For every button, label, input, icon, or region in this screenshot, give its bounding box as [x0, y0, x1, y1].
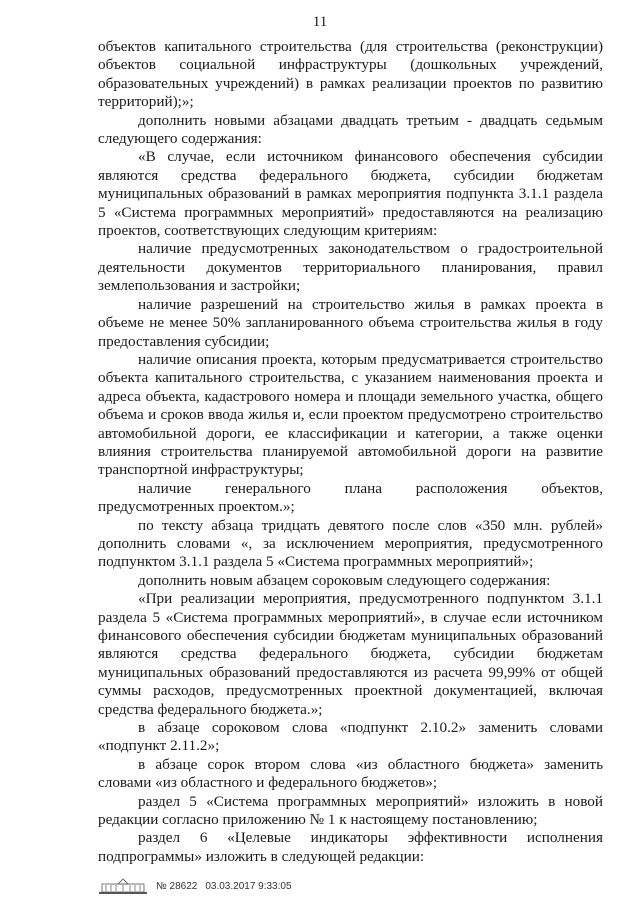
registration-footer	[98, 876, 292, 896]
paragraph: в абзаце сороковом слова «подпункт 2.10.2» заменить словами «подпункт 2.11.2»;	[98, 719, 603, 755]
paragraph: раздел 5 «Система программных мероприятий» изложить в новой редакции согласно приложению № 1 к настоящему постановлению;	[98, 792, 603, 829]
paragraph: «В случае, если источником финансового обеспечения субсидии являются средства федерального бюджета, субсидии бюджетам муниципальных образований в рамках мероприятия подпункта 3.1.1 раздела 5 «Система программных мероприятий» предоставляются на реализацию проектов, соответствующих следующим критериям:	[98, 148, 603, 240]
paragraph: наличие генерального плана расположения объектов, предусмотренных проектом.»;	[98, 479, 603, 516]
document-body	[98, 38, 603, 866]
paragraph: наличие предусмотренных законодательством о градостроительной деятельности документов территориального планирования, правил землепользования и застройки;	[98, 240, 603, 295]
paragraph: наличие описания проекта, которым предусматривается строительство объекта капитального строительства, с указанием наименования проекта и адреса объекта, кадастрового номера и площади земельного участка, общего объема и сроков ввода жилья и, если проектом предусмотрено строительство автомобильной дороги, ее классификации и категории, а также оценки влияния строительства планируемой автомобильной дороги на развитие транспортной инфраструктуры;	[98, 350, 603, 479]
paragraph: наличие разрешений на строительство жилья в рамках проекта в объеме не менее 50% запланированного объема строительства жилья в году предоставления субсидии;	[98, 295, 603, 350]
paragraph: объектов капитального строительства (для строительства (реконструкции) объектов социальной инфраструктуры (дошкольных учреждений, образовательных учреждений) в рамках реализации проектов по развитию территорий);»;	[98, 38, 603, 111]
paragraph: дополнить новым абзацем сороковым следующего содержания:	[138, 571, 551, 589]
building-stamp-icon	[98, 876, 148, 896]
paragraph: «При реализации мероприятия, предусмотренного подпунктом 3.1.1 раздела 5 «Система программных мероприятий», в случае если источником финансового обеспечения субсидии бюджетам муниципальных образований являются средства федерального бюджета, субсидии бюджетам муниципальных образований предоставляются из расчета 99,99% от общей суммы расходов, предусмотренных проектной документацией, включая средства федерального бюджета.»;	[98, 590, 603, 718]
paragraph: в абзаце сорок втором слова «из областного бюджета» заменить словами «из областного и федерального бюджетов»;	[98, 755, 603, 792]
paragraph: раздел 6 «Целевые индикаторы эффективности исполнения подпрограммы» изложить в следующей редакции:	[98, 829, 603, 865]
registration-datetime: 03.03.2017 9:33:05	[205, 880, 292, 892]
page-number: 11	[312, 14, 328, 30]
paragraph: по тексту абзаца тридцать девятого после слов «350 млн. рублей» дополнить словами «, за исключением мероприятия, предусмотренного подпунктом 3.1.1 раздела 5 «Система программных мероприятий»;	[98, 516, 603, 571]
document-number: № 28622	[156, 880, 198, 892]
paragraph: дополнить новыми абзацами двадцать третьим - двадцать седьмым следующего содержания:	[98, 111, 603, 148]
